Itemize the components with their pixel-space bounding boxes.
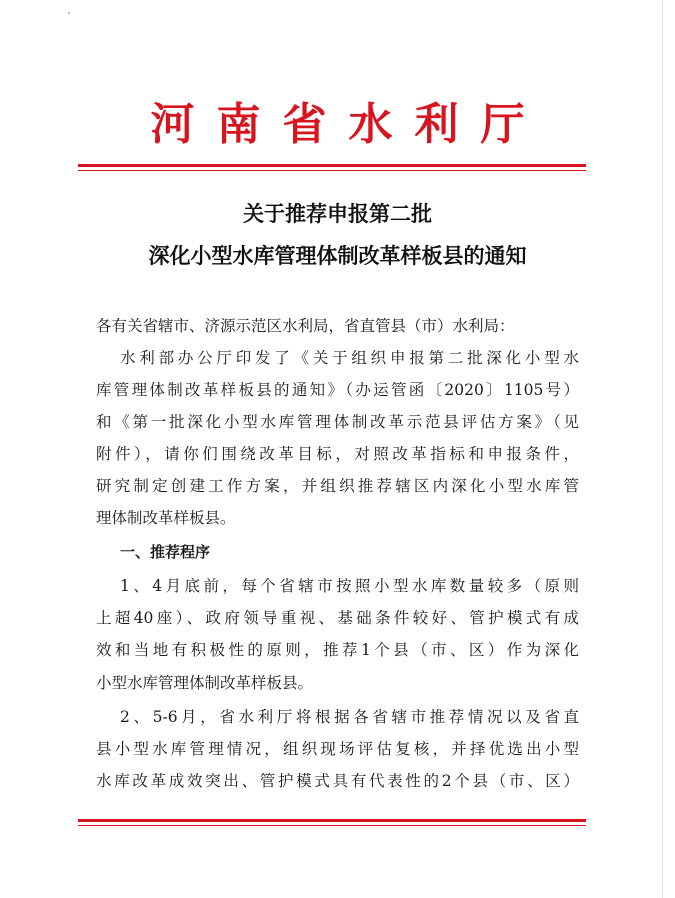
section-heading-1: 一、推荐程序 [120,543,211,561]
paragraph-3-line-3: 水库改革成效突出、管护模式具有代表性的2个县（市、区） [96,772,579,790]
notice-title-line-2: 深化小型水库管理体制改革样板县的通知 [148,244,527,268]
paragraph-2-line-1: 1、4月底前，每个省辖市按照小型水库数量较多（原则 [120,577,579,595]
paragraph-1-line-3: 和《第一批深化小型水库管理体制改革示范县评估方案》（见 [96,413,579,431]
paragraph-1-line-4: 附件），请你们围绕改革目标，对照改革指标和申报条件， [96,445,579,463]
paragraph-3-line-1: 2、5-6月，省水利厅将根据各省辖市推荐情况以及省直 [120,708,579,726]
paragraph-1-line-2: 库管理体制改革样板县的通知》（办运管函〔2020〕1105号） [96,381,579,399]
paragraph-1-line-6: 理体制改革样板县。 [96,509,236,527]
scan-speck [68,12,70,14]
paragraph-2-line-2: 上超40座）、政府领导重视、基础条件较好、管护模式有成 [96,609,579,627]
salutation: 各有关省辖市、济源示范区水利局，省直管县（市）水利局： [96,317,515,335]
footer-rule-thick [78,819,586,822]
letterhead-rule-thick [78,164,586,167]
paragraph-2-line-3: 效和当地有积极性的原则，推荐1个县（市、区）作为深化 [96,641,579,659]
paragraph-1-line-1: 水利部办公厅印发了《关于组织申报第二批深化小型水 [120,349,579,367]
paragraph-3-line-2: 县小型水库管理情况，组织现场评估复核，并择优选出小型 [96,740,579,758]
paragraph-2-line-4: 小型水库管理体制改革样板县。 [96,674,314,692]
paragraph-1-line-5: 研究制定创建工作方案，并组织推荐辖区内深化小型水库管 [96,477,579,495]
letterhead-rule-thin [78,170,586,171]
footer-rule-thin [78,825,586,826]
letterhead-title: 河南省水利厅 [150,99,547,150]
notice-title-line-1: 关于推荐申报第二批 [243,202,432,226]
